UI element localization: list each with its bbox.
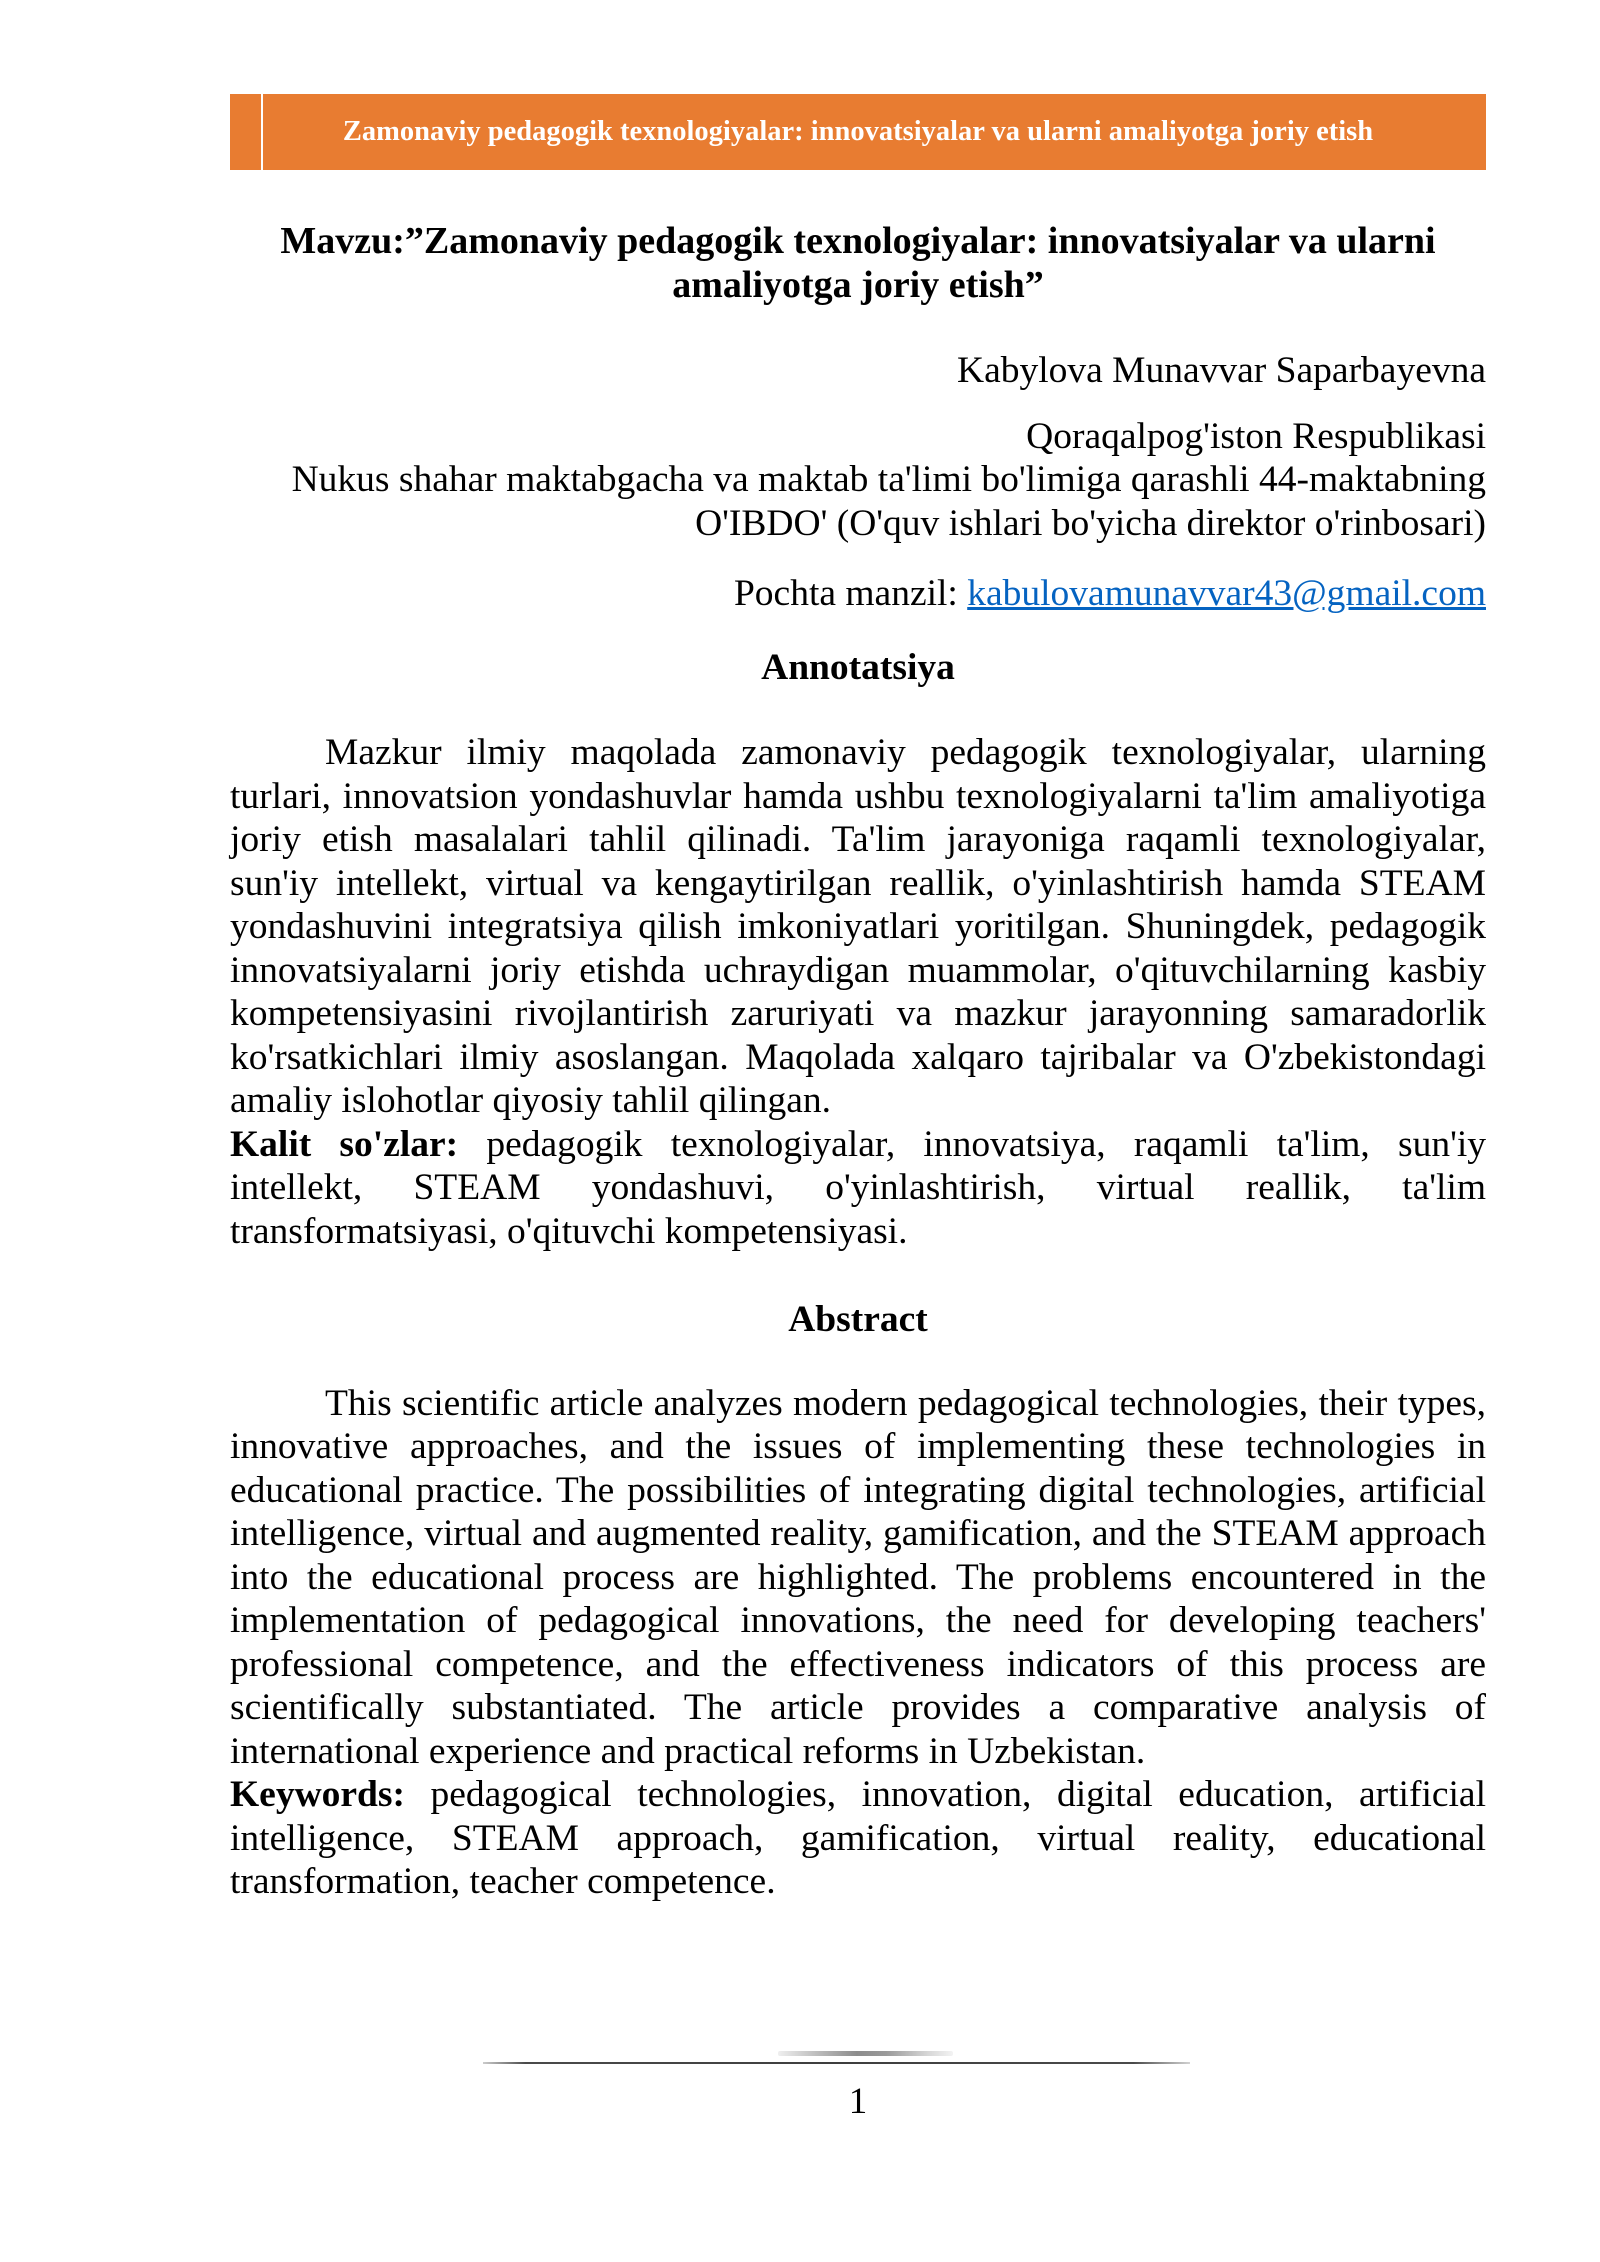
page-number: 1 [848,2081,868,2122]
affiliation-block [230,415,1486,546]
annotation-keywords-text: pedagogik texnologiyalar, innovatsiya, raqamli ta'lim, sun'iy intellekt, STEAM yondashuvi, o'yinlashtirish, virtual reallik, ta'lim transformatsiyasi, o'qituvchi kompetensiyasi. [230,1123,1486,1252]
article-title-line-2: amaliyotga joriy etish” [672,263,1044,306]
page-content [230,94,1486,1904]
email-line [230,572,1486,616]
annotation-keywords-label: Kalit so'zlar: [230,1123,459,1165]
author-name: Kabylova Munavvar Saparbayevna [957,350,1486,391]
banner-title: Zamonaviy pedagogik texnologiyalar: innovatsiyalar va ularni amaliyotga joriy etish [342,116,1374,147]
footer-divider [483,2062,1190,2064]
abstract-paragraph: This scientific article analyzes modern pedagogical technologies, their types, innovative approaches, and the issues of implementing these technologies in educational practice. The possibilities of integrating digital technologies, artificial intelligence, virtual and augmented reality, gamification, and the STEAM approach into the educational process are highlighted. The problems encountered in the implementation of pedagogical innovations, the need for developing teachers' professional competence, and the effectiveness indicators of this process are scientifically substantiated. The article provides a comparative analysis of international experience and practical reforms in Uzbekistan. [230,1382,1486,1772]
banner-text-wrap [230,94,1486,170]
header-banner [230,94,1486,170]
affiliation-school: Nukus shahar maktabgacha va maktab ta'limi bo'limiga qarashli 44-maktabning [291,459,1486,500]
affiliation-position: O'IBDO' (O'quv ishlari bo'yicha direktor o'rinbosari) [695,502,1486,544]
article-title [230,220,1486,307]
abstract-keywords-paragraph [230,1773,1486,1904]
email-label: Pochta manzil: [733,573,968,614]
footer-divider-accent [778,2051,953,2056]
annotation-paragraph: Mazkur ilmiy maqolada zamonaviy pedagogik texnologiyalar, ularning turlari, innovatsion yondashuvlar hamda ushbu texnologiyalarni ta'lim amaliyotiga joriy etish masalalari tahlil qilinadi. Ta'lim jarayoniga raqamli texnologiyalar, sun'iy intellekt, virtual va kengaytirilgan reallik, o'yinlashtirish hamda STEAM yondashuvini integratsiya qilish imkoniyatlari yoritilgan. Shuningdek, pedagogik innovatsiyalarni joriy etishda uchraydigan muammolar, o'qituvchilarning kasbiy kompetensiyasini rivojlantirish zaruriyati va mazkur jarayonning samaradorlik ko'rsatkichlari ilmiy asoslangan. Maqolada xalqaro tajribalar va O'zbekistondagi amaliy islohotlar qiyosiy tahlil qilingan. [230,732,1486,1121]
annotation-keywords-paragraph [230,1123,1486,1254]
email-link[interactable]: kabulovamunavvar43@gmail.com [967,573,1486,614]
abstract-keywords-label: Keywords: [230,1774,405,1815]
affiliation-region: Qoraqalpog'iston Respublikasi [1026,415,1486,457]
abstract-keywords-text: pedagogical technologies, innovation, digital education, artificial intelligence, STEAM approach, gamification, virtual reality, educational transformation, teacher competence. [230,1774,1486,1902]
article-title-line-1: Mavzu:”Zamonaviy pedagogik texnologiyalar: innovatsiyalar va ularni [280,220,1436,262]
abstract-heading: Abstract [788,1299,928,1340]
annotation-heading: Annotatsiya [761,646,955,688]
